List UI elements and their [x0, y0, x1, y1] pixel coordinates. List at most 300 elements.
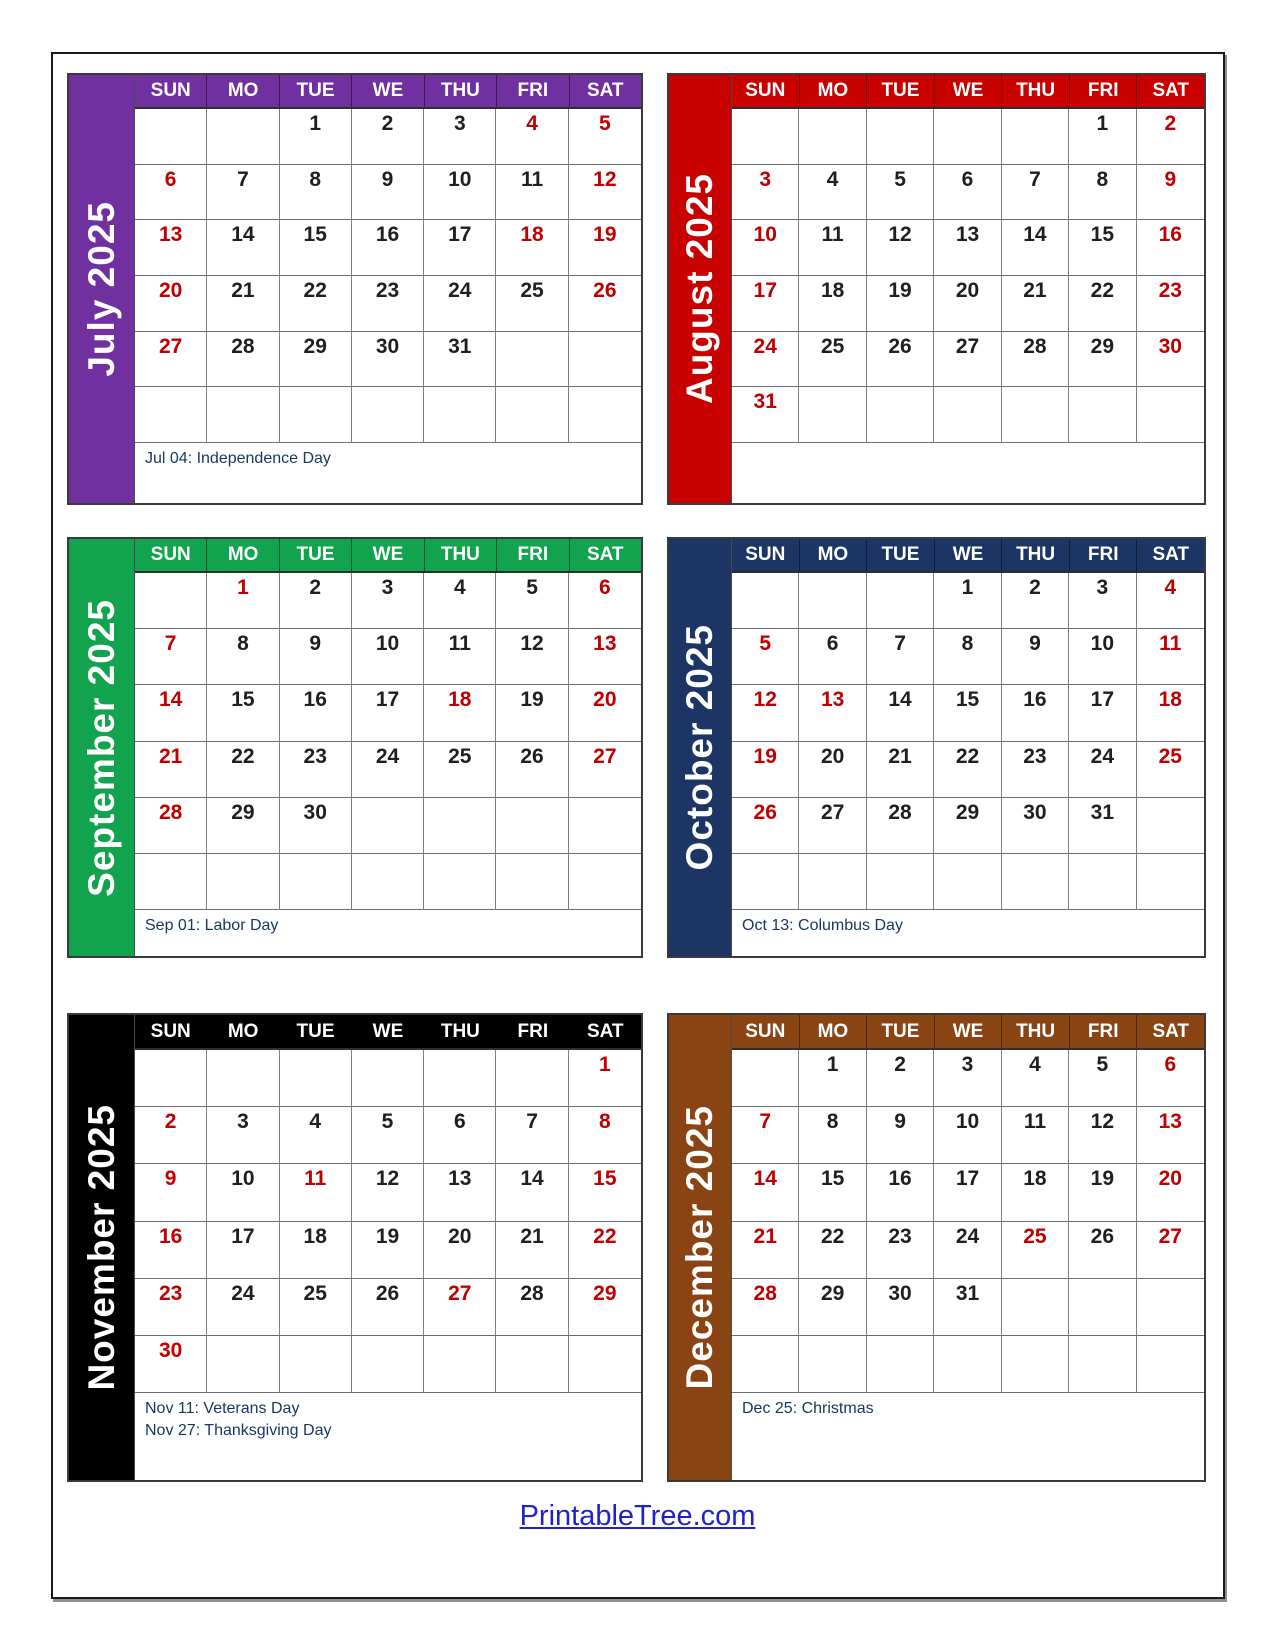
date-cell: 16 [1137, 220, 1204, 276]
holiday-notes [732, 443, 1204, 503]
date-cell [569, 332, 641, 388]
date-cell: 4 [280, 1107, 352, 1164]
weekday-header-cell: SUN [745, 544, 786, 565]
date-cell: 11 [1137, 629, 1204, 685]
date-cell: 29 [569, 1279, 641, 1336]
weekday-header-cell: SUN [745, 1020, 786, 1042]
date-cell: 22 [569, 1222, 641, 1279]
date-cell: 15 [1069, 220, 1136, 276]
weekday-header-cell: THU [1001, 539, 1069, 571]
holiday-note: Nov 27: Thanksgiving Day [145, 1421, 332, 1439]
date-cell: 15 [569, 1164, 641, 1221]
date-cell: 10 [934, 1107, 1001, 1164]
date-cell: 14 [1002, 220, 1069, 276]
date-cell: 21 [867, 742, 934, 798]
date-cell: 5 [496, 573, 568, 629]
weekday-header-cell: TUE [866, 75, 934, 107]
date-cell: 20 [424, 1222, 496, 1279]
date-cell [934, 854, 1001, 910]
date-cell: 8 [934, 629, 1001, 685]
weekday-header-cell: WE [351, 1015, 423, 1048]
date-cell [1137, 854, 1204, 910]
weekday-header-row [732, 539, 1204, 573]
date-cell: 1 [280, 109, 352, 165]
date-cell: 3 [1069, 573, 1136, 629]
date-cell [424, 1336, 496, 1393]
weekday-header-cell: MO [799, 1015, 867, 1048]
weekday-header-cell: FRI [1069, 1015, 1137, 1048]
weekday-header-row [135, 539, 641, 573]
date-cell: 22 [934, 742, 1001, 798]
date-cell: 17 [352, 685, 424, 741]
date-cell: 25 [1137, 742, 1204, 798]
date-cell: 23 [867, 1222, 934, 1279]
date-cell: 20 [135, 276, 207, 332]
date-cell: 11 [424, 629, 496, 685]
date-cell [934, 109, 1001, 165]
date-cell: 24 [352, 742, 424, 798]
date-cell: 5 [867, 165, 934, 221]
date-cell: 17 [934, 1164, 1001, 1221]
weekday-header-cell: FRI [496, 1015, 568, 1048]
weekday-header-cell: SAT [1136, 1015, 1204, 1048]
date-cell: 24 [934, 1222, 1001, 1279]
date-cell: 9 [1002, 629, 1069, 685]
date-cell: 1 [207, 573, 279, 629]
date-cell: 27 [799, 798, 866, 854]
month-title: November 2025 [80, 1104, 122, 1391]
date-cell: 8 [207, 629, 279, 685]
weekday-header-cell: SAT [1136, 539, 1204, 571]
weekday-header-cell: MO [206, 539, 278, 571]
date-cell [867, 573, 934, 629]
date-cell: 17 [207, 1222, 279, 1279]
date-cell: 23 [1002, 742, 1069, 798]
weekday-header-cell: THU [424, 75, 496, 107]
weekday-header-cell: SAT [569, 1015, 641, 1048]
date-cell: 15 [934, 685, 1001, 741]
date-cell: 30 [135, 1336, 207, 1393]
date-cell: 14 [207, 220, 279, 276]
date-cell [352, 387, 424, 443]
date-cell: 13 [934, 220, 1001, 276]
date-cell [1069, 1279, 1136, 1336]
date-cell: 1 [934, 573, 1001, 629]
date-cell: 2 [1137, 109, 1204, 165]
date-cell: 31 [424, 332, 496, 388]
date-cell: 18 [1137, 685, 1204, 741]
date-cell: 22 [207, 742, 279, 798]
weekday-header-cell: TUE [279, 75, 351, 107]
date-cell: 9 [352, 165, 424, 221]
date-cell [1137, 387, 1204, 443]
holiday-note: Oct 13: Columbus Day [742, 917, 903, 934]
date-grid [135, 1050, 641, 1393]
date-cell: 30 [352, 332, 424, 388]
date-cell: 26 [569, 276, 641, 332]
date-cell [424, 387, 496, 443]
date-cell: 23 [352, 276, 424, 332]
date-cell: 12 [1069, 1107, 1136, 1164]
date-cell: 30 [1002, 798, 1069, 854]
date-cell: 8 [799, 1107, 866, 1164]
date-cell: 26 [352, 1279, 424, 1336]
weekday-header-cell: TUE [279, 1015, 351, 1048]
date-cell: 14 [135, 685, 207, 741]
date-cell: 4 [1002, 1050, 1069, 1107]
calendar-august [667, 73, 1206, 505]
date-cell: 27 [1137, 1222, 1204, 1279]
date-cell: 31 [1069, 798, 1136, 854]
date-cell: 5 [569, 109, 641, 165]
date-cell: 10 [732, 220, 799, 276]
date-cell: 19 [352, 1222, 424, 1279]
date-cell: 17 [424, 220, 496, 276]
date-cell: 19 [569, 220, 641, 276]
date-cell: 26 [732, 798, 799, 854]
holiday-notes [732, 910, 1204, 956]
holiday-notes [135, 443, 641, 503]
holiday-note: Jul 04: Independence Day [145, 450, 331, 467]
footer-link[interactable]: PrintableTree.com [519, 1500, 756, 1532]
date-cell [496, 1050, 568, 1107]
date-cell: 3 [207, 1107, 279, 1164]
date-cell [732, 1050, 799, 1107]
date-cell: 29 [280, 332, 352, 388]
footer [0, 1500, 1275, 1533]
date-cell [799, 387, 866, 443]
date-cell [424, 1050, 496, 1107]
date-cell: 26 [867, 332, 934, 388]
month-title: December 2025 [679, 1105, 720, 1390]
date-cell [569, 798, 641, 854]
date-cell: 18 [424, 685, 496, 741]
date-cell [280, 1050, 352, 1107]
date-cell: 23 [280, 742, 352, 798]
date-cell: 5 [732, 629, 799, 685]
weekday-header-cell: WE [934, 539, 1002, 571]
date-cell: 7 [732, 1107, 799, 1164]
weekday-header-cell: WE [351, 75, 423, 107]
date-cell [207, 1336, 279, 1393]
weekday-header-cell: TUE [279, 539, 351, 571]
date-cell: 30 [867, 1279, 934, 1336]
date-cell: 11 [799, 220, 866, 276]
weekday-header-cell: WE [934, 75, 1002, 107]
weekday-header-cell: THU [1001, 75, 1069, 107]
weekday-header-cell: SAT [569, 539, 641, 571]
date-cell: 15 [207, 685, 279, 741]
holiday-note: Nov 11: Veterans Day [145, 1400, 300, 1417]
weekday-header-row [732, 75, 1204, 109]
date-cell: 14 [496, 1164, 568, 1221]
date-cell [352, 854, 424, 910]
date-cell: 23 [1137, 276, 1204, 332]
month-banner [669, 1015, 732, 1480]
weekday-header-cell: THU [424, 1015, 496, 1048]
calendar-december [667, 1013, 1206, 1482]
date-cell: 18 [1002, 1164, 1069, 1221]
date-cell: 18 [496, 220, 568, 276]
date-cell: 2 [1002, 573, 1069, 629]
date-cell: 27 [569, 742, 641, 798]
date-cell [569, 1336, 641, 1393]
date-cell: 3 [732, 165, 799, 221]
date-cell: 24 [207, 1279, 279, 1336]
date-cell: 12 [496, 629, 568, 685]
date-cell: 14 [867, 685, 934, 741]
date-cell [135, 109, 207, 165]
date-cell: 9 [867, 1107, 934, 1164]
weekday-header-cell: WE [351, 539, 423, 571]
date-cell: 8 [280, 165, 352, 221]
date-cell [352, 798, 424, 854]
date-cell [799, 1336, 866, 1393]
date-cell: 9 [280, 629, 352, 685]
date-cell [135, 387, 207, 443]
date-cell [135, 573, 207, 629]
date-cell: 7 [496, 1107, 568, 1164]
holiday-notes [135, 1393, 641, 1480]
date-cell [352, 1336, 424, 1393]
date-cell [934, 387, 1001, 443]
date-cell: 5 [352, 1107, 424, 1164]
date-cell: 3 [934, 1050, 1001, 1107]
date-cell: 28 [867, 798, 934, 854]
date-cell: 4 [799, 165, 866, 221]
date-cell: 15 [280, 220, 352, 276]
holiday-note: Dec 25: Christmas [742, 1400, 874, 1417]
date-cell: 21 [135, 742, 207, 798]
date-cell: 1 [569, 1050, 641, 1107]
date-cell: 5 [1069, 1050, 1136, 1107]
date-cell: 16 [280, 685, 352, 741]
date-cell: 24 [424, 276, 496, 332]
weekday-header-cell: MO [799, 539, 867, 571]
weekday-header-cell: FRI [496, 75, 568, 107]
calendar-november [67, 1013, 643, 1482]
weekday-header-cell: FRI [1069, 539, 1137, 571]
date-cell: 11 [280, 1164, 352, 1221]
date-cell: 24 [732, 332, 799, 388]
date-cell: 21 [1002, 276, 1069, 332]
date-cell [207, 387, 279, 443]
date-cell: 28 [496, 1279, 568, 1336]
date-cell: 16 [1002, 685, 1069, 741]
weekday-header-cell: SAT [1136, 75, 1204, 107]
date-cell: 4 [496, 109, 568, 165]
date-cell: 22 [1069, 276, 1136, 332]
date-cell [207, 1050, 279, 1107]
date-cell: 18 [280, 1222, 352, 1279]
date-cell: 27 [135, 332, 207, 388]
date-cell: 6 [799, 629, 866, 685]
date-cell [799, 109, 866, 165]
date-cell: 30 [280, 798, 352, 854]
date-cell: 13 [1137, 1107, 1204, 1164]
date-cell: 10 [424, 165, 496, 221]
date-cell: 19 [1069, 1164, 1136, 1221]
date-grid [135, 573, 641, 910]
date-cell [1137, 798, 1204, 854]
date-cell: 1 [1069, 109, 1136, 165]
month-title: July 2025 [80, 201, 122, 377]
date-cell: 29 [207, 798, 279, 854]
month-banner [669, 539, 732, 956]
date-cell: 26 [1069, 1222, 1136, 1279]
date-cell: 31 [934, 1279, 1001, 1336]
date-cell: 13 [135, 220, 207, 276]
date-grid [732, 1050, 1204, 1393]
date-cell: 13 [424, 1164, 496, 1221]
weekday-header-cell: FRI [496, 539, 568, 571]
date-cell [1069, 1336, 1136, 1393]
holiday-notes [135, 910, 641, 956]
date-cell [867, 387, 934, 443]
weekday-header-cell: SUN [150, 544, 191, 565]
date-cell: 21 [732, 1222, 799, 1279]
month-banner [669, 75, 732, 503]
weekday-header-cell: WE [934, 1015, 1002, 1048]
weekday-header-cell: MO [206, 1015, 278, 1048]
date-cell [1069, 387, 1136, 443]
date-cell: 9 [135, 1164, 207, 1221]
weekday-header-cell: SUN [150, 80, 191, 101]
weekday-header-cell: THU [1001, 1015, 1069, 1048]
date-cell [496, 854, 568, 910]
date-cell: 12 [732, 685, 799, 741]
date-cell: 3 [352, 573, 424, 629]
date-cell: 12 [867, 220, 934, 276]
date-cell [1002, 854, 1069, 910]
date-cell [1002, 1279, 1069, 1336]
date-cell: 19 [732, 742, 799, 798]
weekday-header-cell: THU [424, 539, 496, 571]
date-cell: 10 [207, 1164, 279, 1221]
date-cell [799, 573, 866, 629]
date-cell [424, 798, 496, 854]
date-cell: 25 [1002, 1222, 1069, 1279]
date-cell: 2 [280, 573, 352, 629]
date-cell: 1 [799, 1050, 866, 1107]
date-cell [1137, 1336, 1204, 1393]
date-grid [135, 109, 641, 443]
date-cell: 20 [934, 276, 1001, 332]
weekday-header-cell: TUE [866, 539, 934, 571]
date-cell: 22 [280, 276, 352, 332]
date-cell: 20 [569, 685, 641, 741]
date-cell: 26 [496, 742, 568, 798]
month-title: September 2025 [80, 598, 122, 897]
date-cell [732, 854, 799, 910]
date-cell: 25 [496, 276, 568, 332]
weekday-header-cell: MO [799, 75, 867, 107]
date-cell: 7 [1002, 165, 1069, 221]
date-cell: 9 [1137, 165, 1204, 221]
date-cell [352, 1050, 424, 1107]
date-cell [1069, 854, 1136, 910]
date-cell [569, 387, 641, 443]
date-cell: 12 [352, 1164, 424, 1221]
date-cell: 29 [799, 1279, 866, 1336]
date-cell: 6 [135, 165, 207, 221]
date-cell [799, 854, 866, 910]
calendar-september [67, 537, 643, 958]
weekday-header-cell: TUE [866, 1015, 934, 1048]
date-cell: 23 [135, 1279, 207, 1336]
date-cell: 20 [1137, 1164, 1204, 1221]
date-cell: 25 [280, 1279, 352, 1336]
month-title: August 2025 [679, 173, 720, 405]
date-cell: 31 [732, 387, 799, 443]
weekday-header-row [135, 75, 641, 109]
date-cell: 18 [799, 276, 866, 332]
date-cell [496, 1336, 568, 1393]
date-cell: 29 [934, 798, 1001, 854]
weekday-header-cell: MO [206, 75, 278, 107]
date-cell [934, 1336, 1001, 1393]
date-cell [280, 854, 352, 910]
date-cell: 6 [424, 1107, 496, 1164]
date-cell [280, 1336, 352, 1393]
date-cell [732, 109, 799, 165]
date-cell [732, 1336, 799, 1393]
date-cell: 21 [496, 1222, 568, 1279]
date-cell: 2 [135, 1107, 207, 1164]
holiday-notes [732, 1393, 1204, 1480]
date-cell [1002, 387, 1069, 443]
date-cell: 19 [867, 276, 934, 332]
date-cell: 12 [569, 165, 641, 221]
date-cell: 4 [1137, 573, 1204, 629]
date-cell: 10 [1069, 629, 1136, 685]
date-cell [207, 854, 279, 910]
date-cell: 29 [1069, 332, 1136, 388]
date-grid [732, 109, 1204, 443]
date-cell [732, 573, 799, 629]
date-cell: 6 [934, 165, 1001, 221]
date-cell: 7 [135, 629, 207, 685]
date-cell: 16 [352, 220, 424, 276]
date-grid [732, 573, 1204, 910]
weekday-header-row [135, 1015, 641, 1050]
date-cell [1137, 1279, 1204, 1336]
date-cell [496, 798, 568, 854]
date-cell: 28 [135, 798, 207, 854]
date-cell: 17 [1069, 685, 1136, 741]
date-cell: 28 [732, 1279, 799, 1336]
date-cell: 19 [496, 685, 568, 741]
date-cell: 13 [799, 685, 866, 741]
date-cell [496, 332, 568, 388]
date-cell [496, 387, 568, 443]
date-cell: 22 [799, 1222, 866, 1279]
date-cell: 16 [135, 1222, 207, 1279]
date-cell: 16 [867, 1164, 934, 1221]
calendar-july [67, 73, 643, 505]
month-title: October 2025 [679, 624, 720, 871]
date-cell: 6 [569, 573, 641, 629]
month-banner [69, 539, 135, 956]
date-cell [867, 854, 934, 910]
date-cell: 3 [424, 109, 496, 165]
date-cell: 10 [352, 629, 424, 685]
month-banner [69, 1015, 135, 1480]
date-cell: 21 [207, 276, 279, 332]
holiday-note: Sep 01: Labor Day [145, 917, 279, 934]
weekday-header-cell: SAT [569, 75, 641, 107]
date-cell [280, 387, 352, 443]
